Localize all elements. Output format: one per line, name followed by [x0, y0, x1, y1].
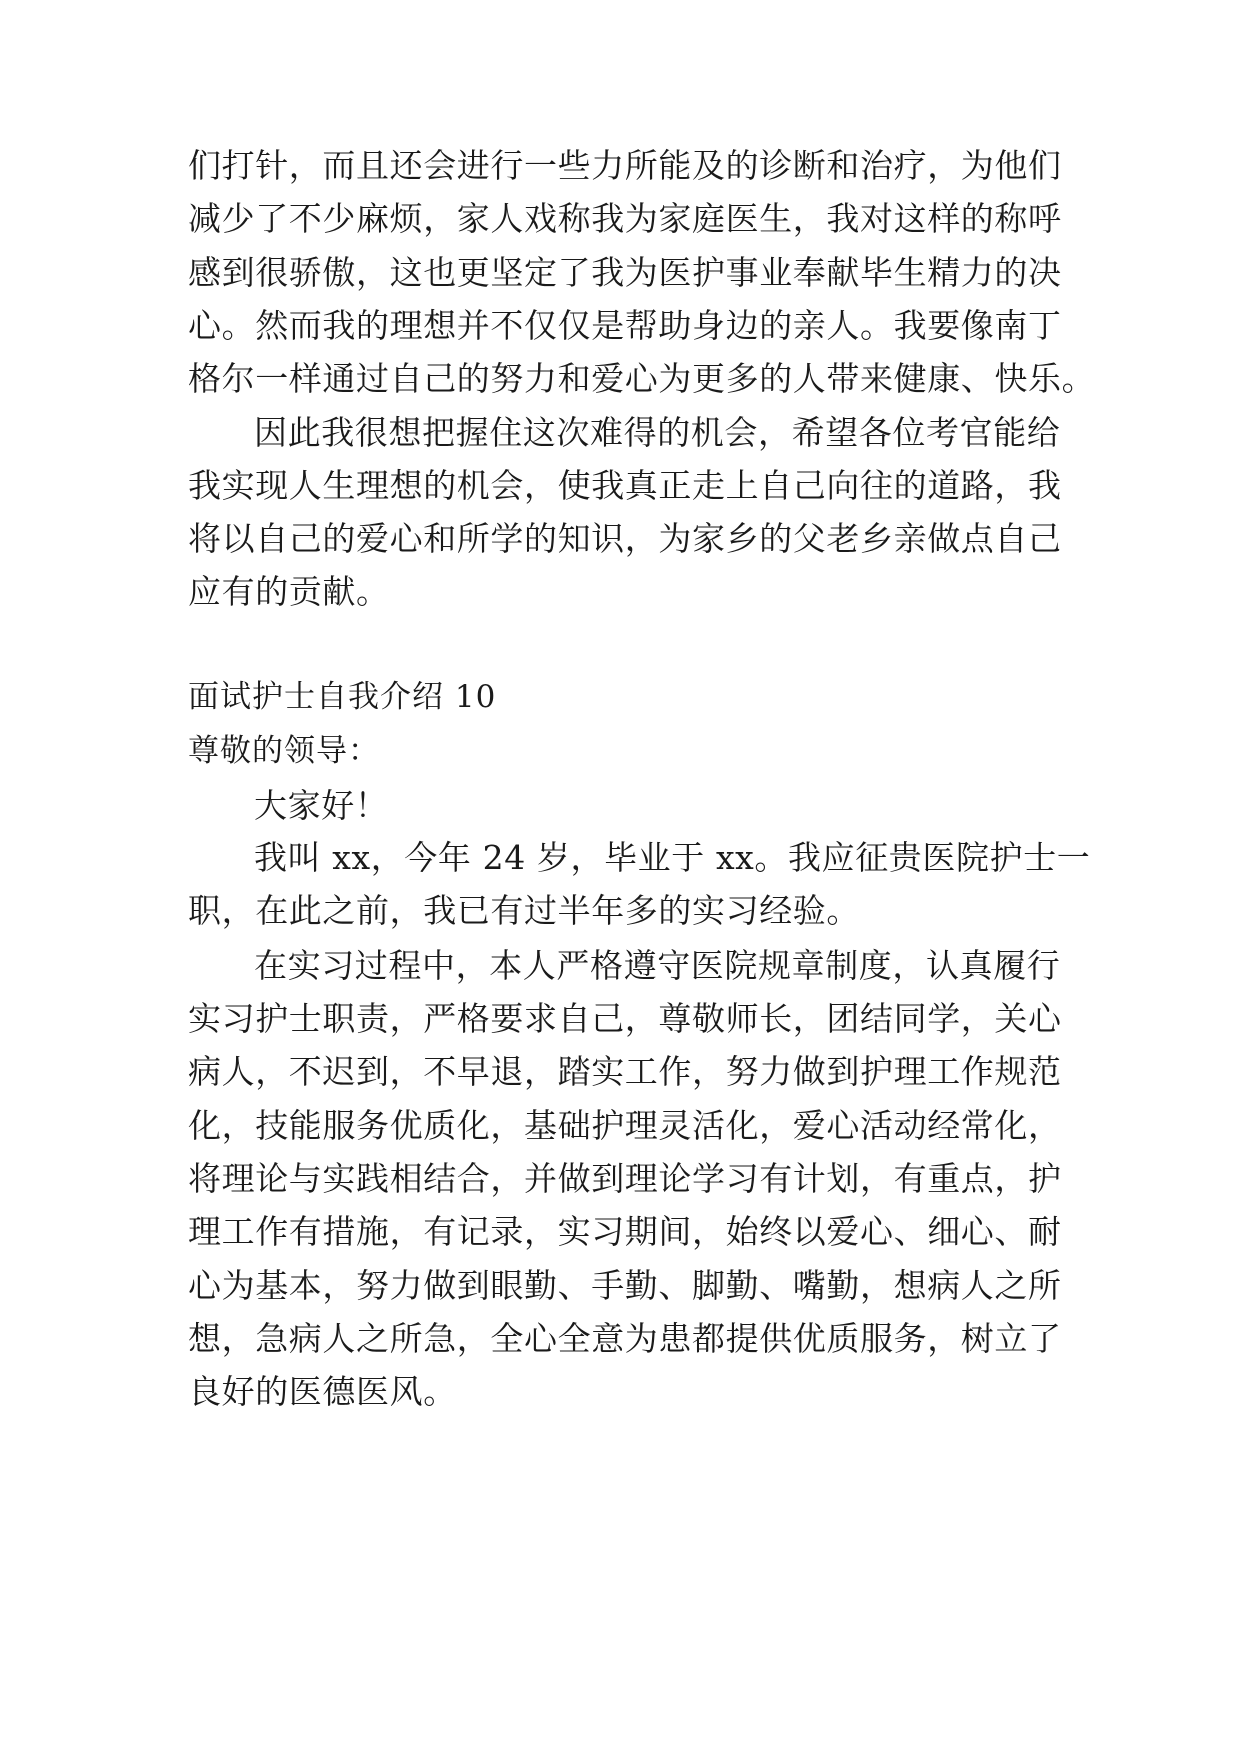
section-title: 面试护士自我介绍 10: [188, 679, 497, 715]
greeting: 大家好！: [254, 786, 389, 825]
paragraph-2-line-3: 将以自己的爱心和所学的知识，为家乡的父老乡亲做点自己: [188, 519, 1062, 558]
paragraph-4-line-8: 想，急病人之所急，全心全意为患都提供优质服务，树立了: [188, 1319, 1062, 1358]
paragraph-4-line-9: 良好的医德医风。: [188, 1372, 457, 1411]
paragraph-1-line-3: 感到很骄傲，这也更坚定了我为医护事业奉献毕生精力的决: [188, 253, 1062, 292]
paragraph-3-line-2: 职，在此之前，我已有过半年多的实习经验。: [188, 891, 860, 930]
paragraph-4-line-1: 在实习过程中，本人严格遵守医院规章制度，认真履行: [254, 946, 1061, 985]
paragraph-2-line-1: 因此我很想把握住这次难得的机会，希望各位考官能给: [254, 413, 1061, 452]
paragraph-2-line-4: 应有的贡献。: [188, 572, 390, 611]
paragraph-4-line-4: 化，技能服务优质化，基础护理灵活化，爱心活动经常化，: [188, 1106, 1062, 1145]
paragraph-2-line-2: 我实现人生理想的机会，使我真正走上自己向往的道路，我: [188, 466, 1062, 505]
paragraph-1-line-2: 减少了不少麻烦，家人戏称我为家庭医生，我对这样的称呼: [188, 199, 1062, 238]
paragraph-1-line-4: 心。然而我的理想并不仅仅是帮助身边的亲人。我要像南丁: [188, 306, 1062, 345]
paragraph-1-line-5: 格尔一样通过自己的努力和爱心为更多的人带来健康、快乐。: [188, 359, 1096, 398]
salutation: 尊敬的领导：: [188, 733, 380, 769]
paragraph-4-line-5: 将理论与实践相结合，并做到理论学习有计划，有重点，护: [188, 1159, 1062, 1198]
paragraph-1-line-1: 们打针，而且还会进行一些力所能及的诊断和治疗，为他们: [188, 146, 1062, 185]
paragraph-4-line-2: 实习护士职责，严格要求自己，尊敬师长，团结同学，关心: [188, 999, 1062, 1038]
paragraph-4-line-6: 理工作有措施，有记录，实习期间，始终以爱心、细心、耐: [188, 1212, 1062, 1251]
paragraph-4-line-3: 病人，不迟到，不早退，踏实工作，努力做到护理工作规范: [188, 1052, 1062, 1091]
paragraph-4-line-7: 心为基本，努力做到眼勤、手勤、脚勤、嘴勤，想病人之所: [188, 1266, 1062, 1305]
paragraph-3-line-1: 我叫 xx，今年 24 岁，毕业于 xx。我应征贵医院护士一: [254, 838, 1091, 877]
